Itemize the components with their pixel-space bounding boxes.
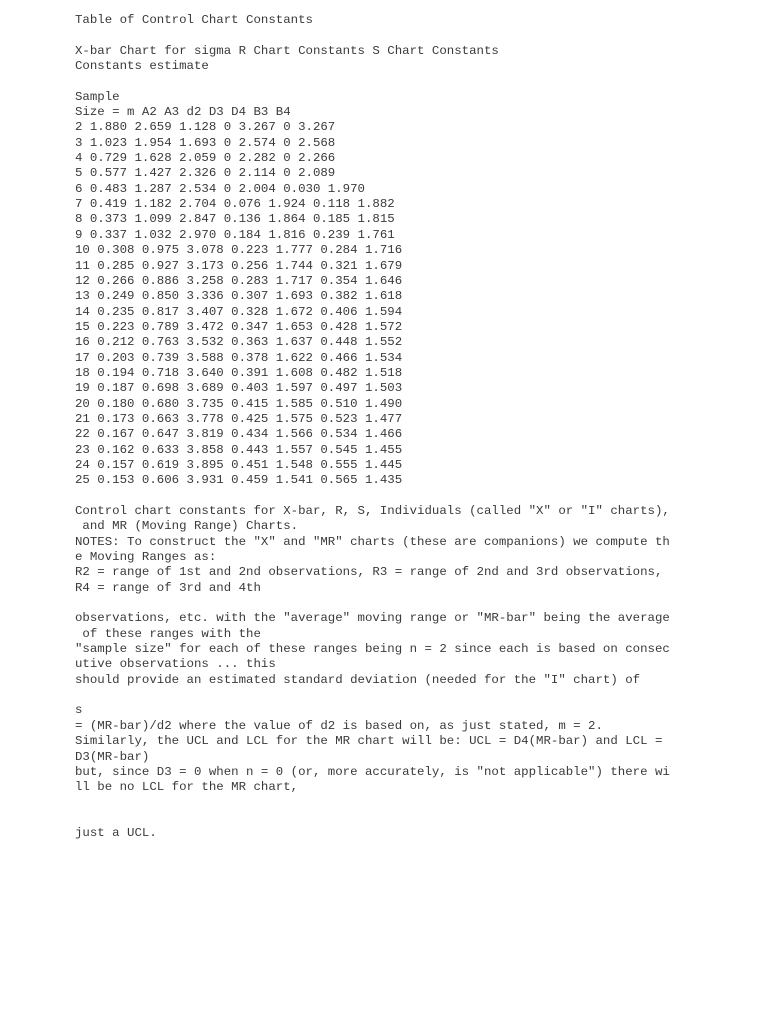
text-line: and MR (Moving Range) Charts. bbox=[75, 519, 299, 534]
table-row: 25 0.153 0.606 3.931 0.459 1.541 0.565 1.435 bbox=[75, 473, 403, 488]
table-row: 19 0.187 0.698 3.689 0.403 1.597 0.497 1.503 bbox=[75, 381, 403, 396]
table-row: 20 0.180 0.680 3.735 0.415 1.585 0.510 1.490 bbox=[75, 396, 403, 411]
table-header-row: Size = m A2 A3 d2 D3 D4 B3 B4 bbox=[75, 105, 291, 120]
text-line: s bbox=[75, 703, 83, 718]
table-row: 7 0.419 1.182 2.704 0.076 1.924 0.118 1.882 bbox=[75, 197, 395, 212]
table-row: 21 0.173 0.663 3.778 0.425 1.575 0.523 1.477 bbox=[75, 411, 403, 426]
text-line: of these ranges with the bbox=[75, 626, 261, 641]
notes-paragraph-3 bbox=[75, 703, 755, 795]
table-row: 8 0.373 1.099 2.847 0.136 1.864 0.185 1.815 bbox=[75, 212, 395, 227]
notes-paragraph-2 bbox=[75, 611, 755, 688]
table-row: 14 0.235 0.817 3.407 0.328 1.672 0.406 1.594 bbox=[75, 304, 403, 319]
table-row: 16 0.212 0.763 3.532 0.363 1.637 0.448 1.552 bbox=[75, 335, 403, 350]
text-line: R2 = range of 1st and 2nd observations, R3 = range of 2nd and 3rd observations, bbox=[75, 565, 663, 580]
spacer bbox=[75, 596, 755, 611]
text-line: utive observations ... this bbox=[75, 657, 276, 672]
table-row: 6 0.483 1.287 2.534 0 2.004 0.030 1.970 bbox=[75, 181, 365, 196]
table-row: 2 1.880 2.659 1.128 0 3.267 0 3.267 bbox=[75, 120, 336, 135]
spacer bbox=[75, 688, 755, 703]
text-line: ll be no LCL for the MR chart, bbox=[75, 780, 299, 795]
notes-paragraph-4: just a UCL. bbox=[75, 826, 157, 841]
spacer bbox=[75, 489, 755, 504]
table-row: 18 0.194 0.718 3.640 0.391 1.608 0.482 1.518 bbox=[75, 365, 403, 380]
constants-table bbox=[75, 90, 755, 489]
document-page bbox=[75, 13, 755, 842]
table-row: 5 0.577 1.427 2.326 0 2.114 0 2.089 bbox=[75, 166, 336, 181]
text-line: R4 = range of 3rd and 4th bbox=[75, 580, 261, 595]
notes-paragraph-1 bbox=[75, 504, 755, 596]
table-row: 15 0.223 0.789 3.472 0.347 1.653 0.428 1.572 bbox=[75, 319, 403, 334]
text-line: = (MR-bar)/d2 where the value of d2 is based on, as just stated, m = 2. bbox=[75, 718, 603, 733]
table-row: 10 0.308 0.975 3.078 0.223 1.777 0.284 1.716 bbox=[75, 243, 403, 258]
table-rows bbox=[75, 120, 755, 488]
text-line: e Moving Ranges as: bbox=[75, 550, 217, 565]
header-line-2: Constants estimate bbox=[75, 59, 209, 74]
table-label: Sample bbox=[75, 89, 120, 104]
spacer bbox=[75, 74, 755, 89]
text-line: NOTES: To construct the "X" and "MR" charts (these are companions) we compute th bbox=[75, 534, 670, 549]
table-row: 11 0.285 0.927 3.173 0.256 1.744 0.321 1.679 bbox=[75, 258, 403, 273]
text-line: observations, etc. with the "average" moving range or "MR-bar" being the average bbox=[75, 611, 670, 626]
table-row: 9 0.337 1.032 2.970 0.184 1.816 0.239 1.761 bbox=[75, 227, 395, 242]
table-row: 4 0.729 1.628 2.059 0 2.282 0 2.266 bbox=[75, 151, 336, 166]
table-row: 12 0.266 0.886 3.258 0.283 1.717 0.354 1.646 bbox=[75, 273, 403, 288]
table-row: 22 0.167 0.647 3.819 0.434 1.566 0.534 1.466 bbox=[75, 427, 403, 442]
table-row: 17 0.203 0.739 3.588 0.378 1.622 0.466 1.534 bbox=[75, 350, 403, 365]
table-row: 24 0.157 0.619 3.895 0.451 1.548 0.555 1.445 bbox=[75, 457, 403, 472]
spacer bbox=[75, 811, 755, 826]
text-line: but, since D3 = 0 when n = 0 (or, more accurately, is "not applicable") there wi bbox=[75, 764, 670, 779]
table-row: 3 1.023 1.954 1.693 0 2.574 0 2.568 bbox=[75, 135, 336, 150]
table-row: 13 0.249 0.850 3.336 0.307 1.693 0.382 1.618 bbox=[75, 289, 403, 304]
table-row: 23 0.162 0.633 3.858 0.443 1.557 0.545 1.455 bbox=[75, 442, 403, 457]
header-line-1: X-bar Chart for sigma R Chart Constants S Chart Constants bbox=[75, 43, 499, 58]
document-title: Table of Control Chart Constants bbox=[75, 13, 313, 27]
text-line: Similarly, the UCL and LCL for the MR chart will be: UCL = D4(MR-bar) and LCL = bbox=[75, 734, 663, 749]
spacer bbox=[75, 796, 755, 811]
text-line: should provide an estimated standard deviation (needed for the "I" chart) of bbox=[75, 672, 641, 687]
text-line: D3(MR-bar) bbox=[75, 749, 150, 764]
text-line: "sample size" for each of these ranges being n = 2 since each is based on consec bbox=[75, 642, 670, 657]
spacer bbox=[75, 28, 755, 43]
text-line: Control chart constants for X-bar, R, S, Individuals (called "X" or "I" charts), bbox=[75, 504, 670, 518]
